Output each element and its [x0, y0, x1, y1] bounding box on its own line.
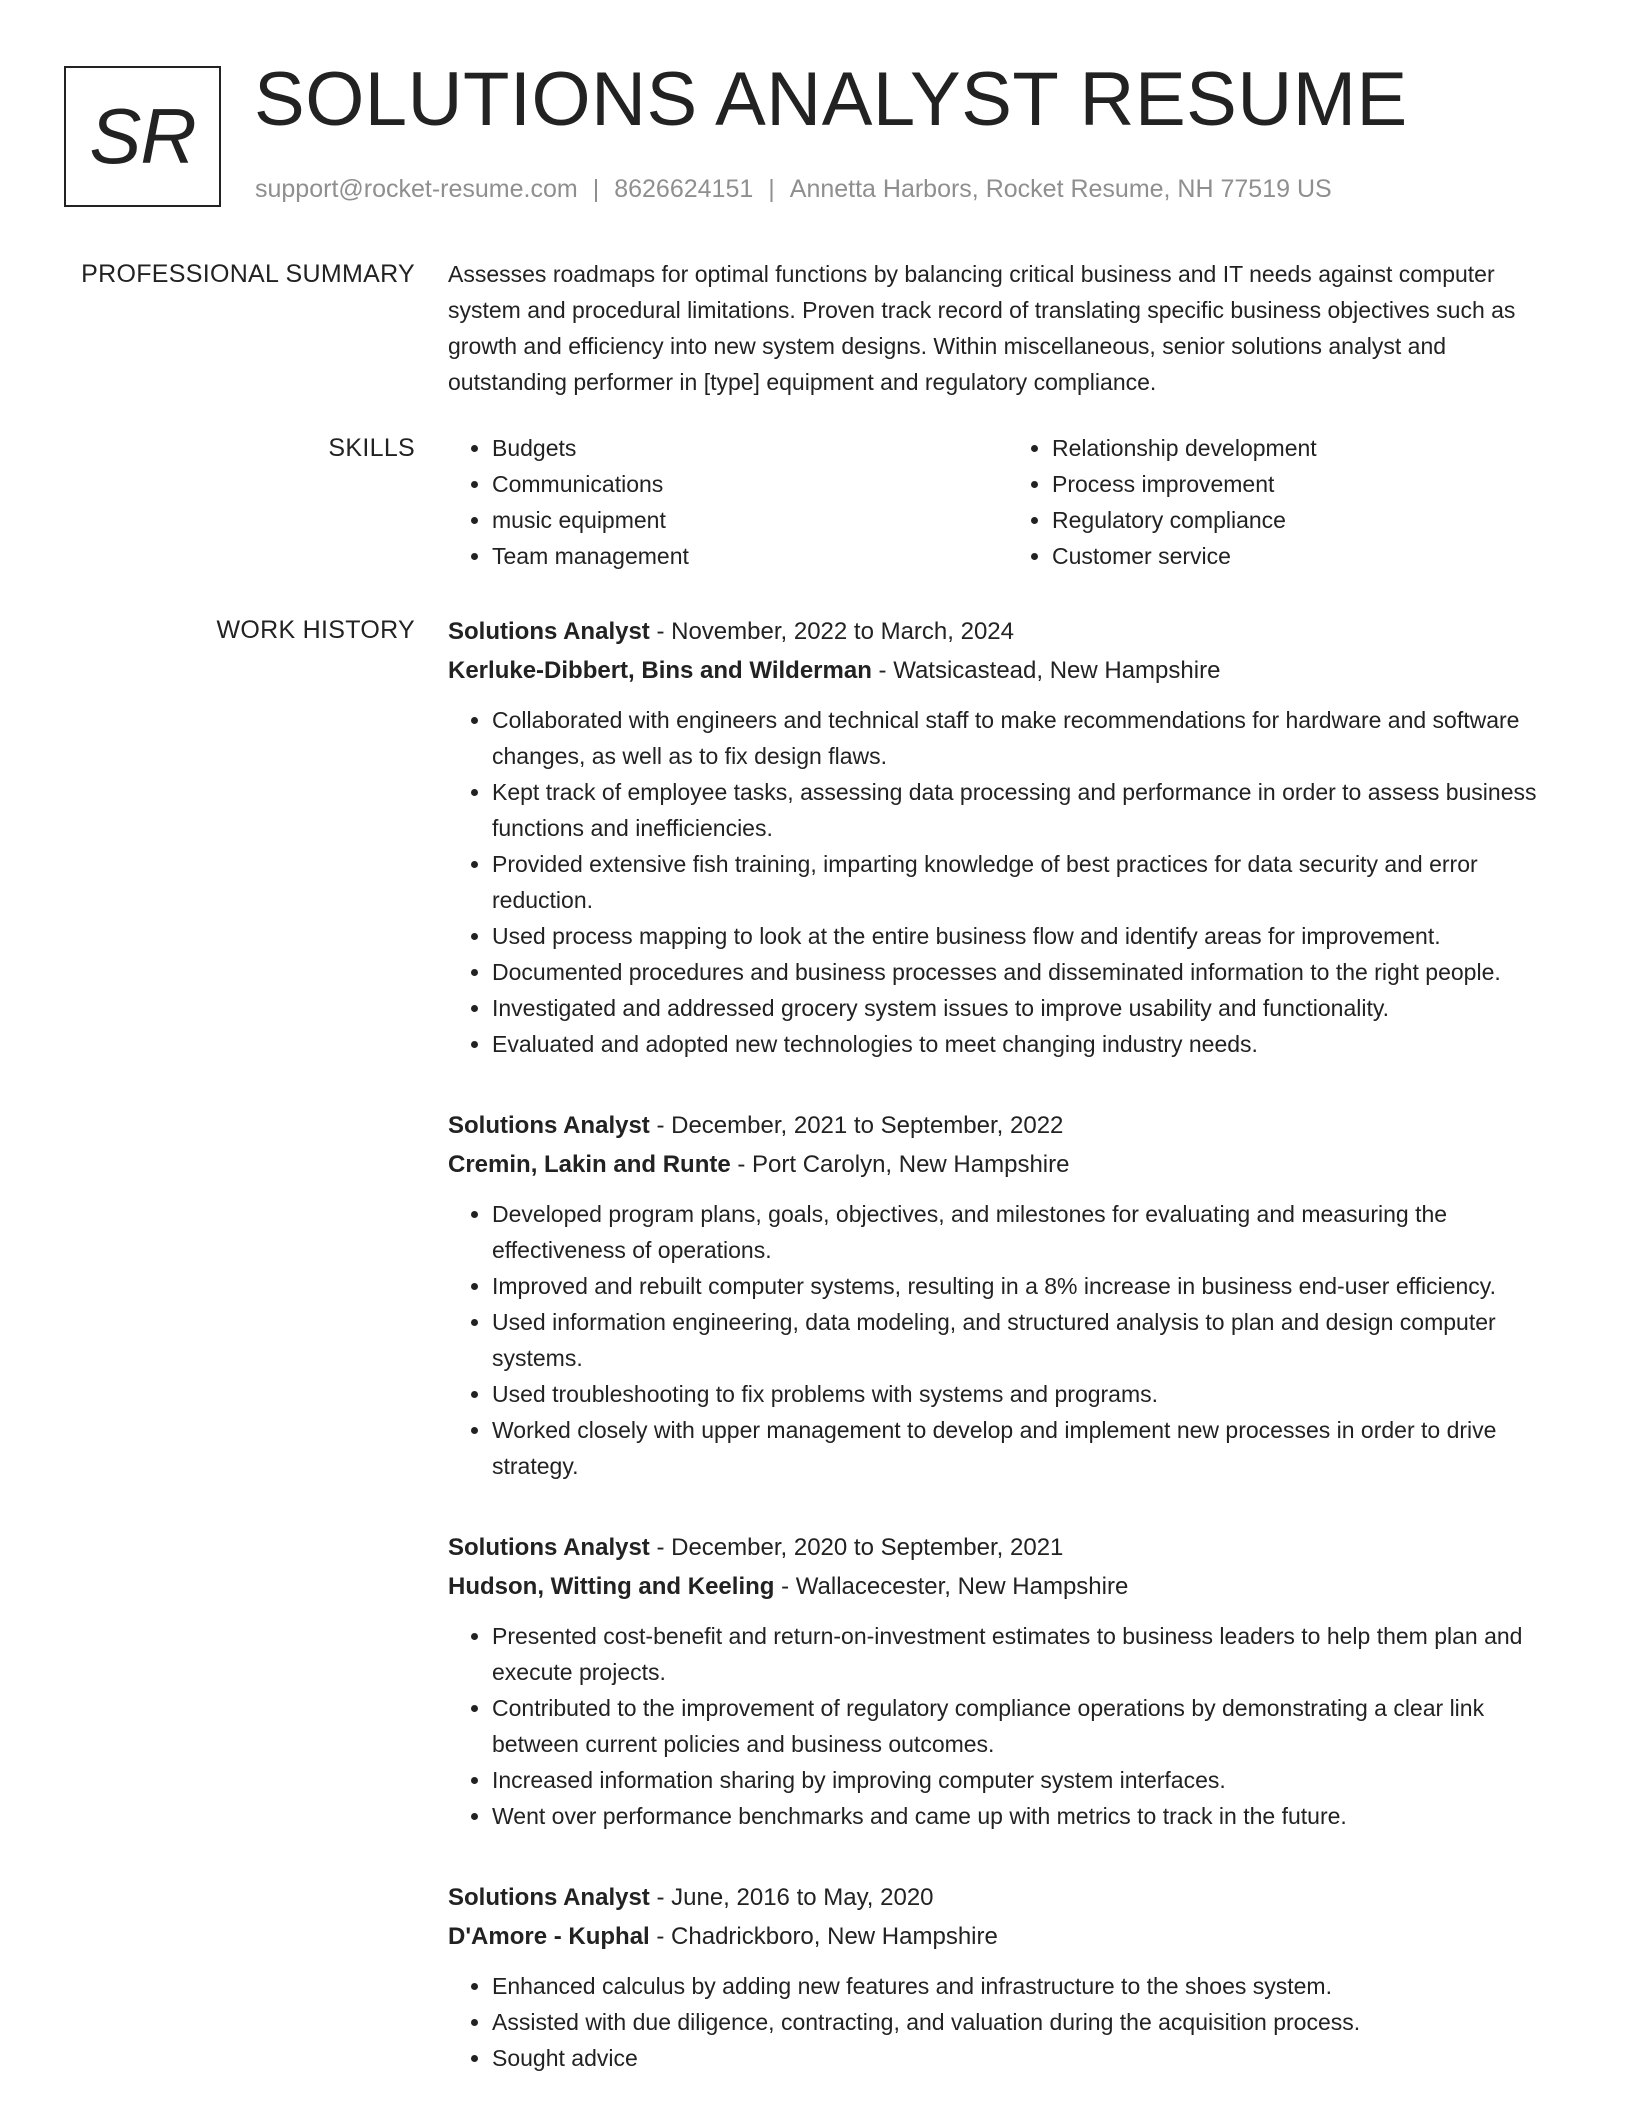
skills-columns	[448, 430, 1568, 574]
job-bullet: • Used process mapping to look at the entire business flow and identify areas for improvement.	[492, 918, 1568, 954]
contact-email: support@rocket-resume.com	[255, 175, 578, 203]
job-company: Cremin, Lakin and Runte	[448, 1151, 731, 1178]
monogram-initials: SR	[89, 92, 196, 180]
contact-separator: |	[768, 175, 775, 203]
monogram-logo	[64, 66, 221, 207]
job-bullet: • Sought advice	[492, 2040, 1568, 2076]
job-title-line	[448, 1878, 1568, 1917]
job-bullets	[448, 1196, 1568, 1484]
job-bullet: • Presented cost-benefit and return-on-investment estimates to business leaders to help them plan and execute projects.	[492, 1618, 1568, 1690]
job-company: Hudson, Witting and Keeling	[448, 1573, 775, 1600]
skills-body	[448, 430, 1568, 574]
job-title: Solutions Analyst	[448, 1534, 650, 1561]
job-bullet: • Worked closely with upper management to develop and implement new processes in order to drive strategy.	[492, 1412, 1568, 1484]
job-title: Solutions Analyst	[448, 1884, 650, 1911]
contact-line	[255, 175, 1332, 204]
job-bullet: • Assisted with due diligence, contracting, and valuation during the acquisition process.	[492, 2004, 1568, 2040]
skill-item: • Communications	[492, 466, 1008, 502]
contact-phone: 8626624151	[614, 175, 754, 203]
job-bullet: • Used troubleshooting to fix problems with systems and programs.	[492, 1376, 1568, 1412]
job-bullet: • Investigated and addressed grocery system issues to improve usability and functionality.	[492, 990, 1568, 1026]
job-dates: - December, 2021 to September, 2022	[649, 1112, 1064, 1139]
job-company-line	[448, 1567, 1568, 1606]
resume-title: SOLUTIONS ANALYST RESUME	[254, 57, 1408, 142]
job-bullet: • Increased information sharing by improving computer system interfaces.	[492, 1762, 1568, 1798]
summary-text: Assesses roadmaps for optimal functions by balancing critical business and IT needs against computer system and procedural limitations. Proven track record of translating specific business objectives such as growth and efficiency into new system designs. Within miscellaneous, senior solutions analyst and outstanding performer in [type] equipment and regulatory compliance.	[448, 261, 1516, 395]
job-bullet: • Developed program plans, goals, objectives, and milestones for evaluating and measuring the effectiveness of operations.	[492, 1196, 1568, 1268]
contact-separator: |	[592, 175, 600, 203]
job-dates: - November, 2022 to March, 2024	[649, 618, 1014, 645]
job-entry	[448, 1528, 1568, 1834]
job-bullets	[448, 1968, 1568, 2076]
skill-item: • music equipment	[492, 502, 1008, 538]
job-dates: - December, 2020 to September, 2021	[649, 1534, 1064, 1561]
summary-heading: PROFESSIONAL SUMMARY	[81, 260, 415, 288]
job-location: - Chadrickboro, New Hampshire	[649, 1923, 998, 1950]
job-location: - Watsicastead, New Hampshire	[871, 657, 1221, 684]
job-company-line	[448, 1917, 1568, 1956]
skill-item: • Relationship development	[1052, 430, 1568, 466]
job-title-line	[448, 1106, 1568, 1145]
job-location: - Port Carolyn, New Hampshire	[730, 1151, 1070, 1178]
skill-item: • Regulatory compliance	[1052, 502, 1568, 538]
job-entry	[448, 1106, 1568, 1484]
skill-item: • Budgets	[492, 430, 1008, 466]
job-company-line	[448, 1145, 1568, 1184]
job-bullets	[448, 1618, 1568, 1834]
job-bullet: • Collaborated with engineers and technical staff to make recommendations for hardware and software changes, as well as to fix design flaws.	[492, 702, 1568, 774]
job-bullet: • Kept track of employee tasks, assessing data processing and performance in order to assess business functions and inefficiencies.	[492, 774, 1568, 846]
skill-item: • Team management	[492, 538, 1008, 574]
job-bullet: • Documented procedures and business processes and disseminated information to the right people.	[492, 954, 1568, 990]
job-company-line	[448, 651, 1568, 690]
job-dates: - June, 2016 to May, 2020	[649, 1884, 934, 1911]
skill-item: • Process improvement	[1052, 466, 1568, 502]
job-bullets	[448, 702, 1568, 1062]
job-bullet: • Went over performance benchmarks and came up with metrics to track in the future.	[492, 1798, 1568, 1834]
job-title: Solutions Analyst	[448, 618, 650, 645]
job-entry	[448, 1878, 1568, 2076]
job-title-line	[448, 1528, 1568, 1567]
skills-list-right	[1008, 430, 1568, 574]
work-history-body	[448, 612, 1568, 2120]
job-entry	[448, 612, 1568, 1062]
job-title: Solutions Analyst	[448, 1112, 650, 1139]
job-bullet: • Improved and rebuilt computer systems, resulting in a 8% increase in business end-user efficiency.	[492, 1268, 1568, 1304]
work-history-heading: WORK HISTORY	[216, 616, 415, 644]
job-bullet: • Enhanced calculus by adding new features and infrastructure to the shoes system.	[492, 1968, 1568, 2004]
summary-body	[448, 256, 1568, 400]
skills-list-left	[448, 430, 1008, 574]
job-title-line	[448, 612, 1568, 651]
job-bullet: • Provided extensive fish training, imparting knowledge of best practices for data security and error reduction.	[492, 846, 1568, 918]
contact-address: Annetta Harbors, Rocket Resume, NH 77519 US	[789, 175, 1332, 203]
job-company: Kerluke-Dibbert, Bins and Wilderman	[448, 657, 872, 684]
skills-heading: SKILLS	[328, 434, 415, 462]
job-bullet: • Evaluated and adopted new technologies to meet changing industry needs.	[492, 1026, 1568, 1062]
job-company: D'Amore - Kuphal	[448, 1923, 650, 1950]
skill-item: • Customer service	[1052, 538, 1568, 574]
job-location: - Wallacecester, New Hampshire	[774, 1573, 1129, 1600]
job-bullet: • Contributed to the improvement of regulatory compliance operations by demonstrating a clear link between current policies and business outcomes.	[492, 1690, 1568, 1762]
job-bullet: • Used information engineering, data modeling, and structured analysis to plan and design computer systems.	[492, 1304, 1568, 1376]
